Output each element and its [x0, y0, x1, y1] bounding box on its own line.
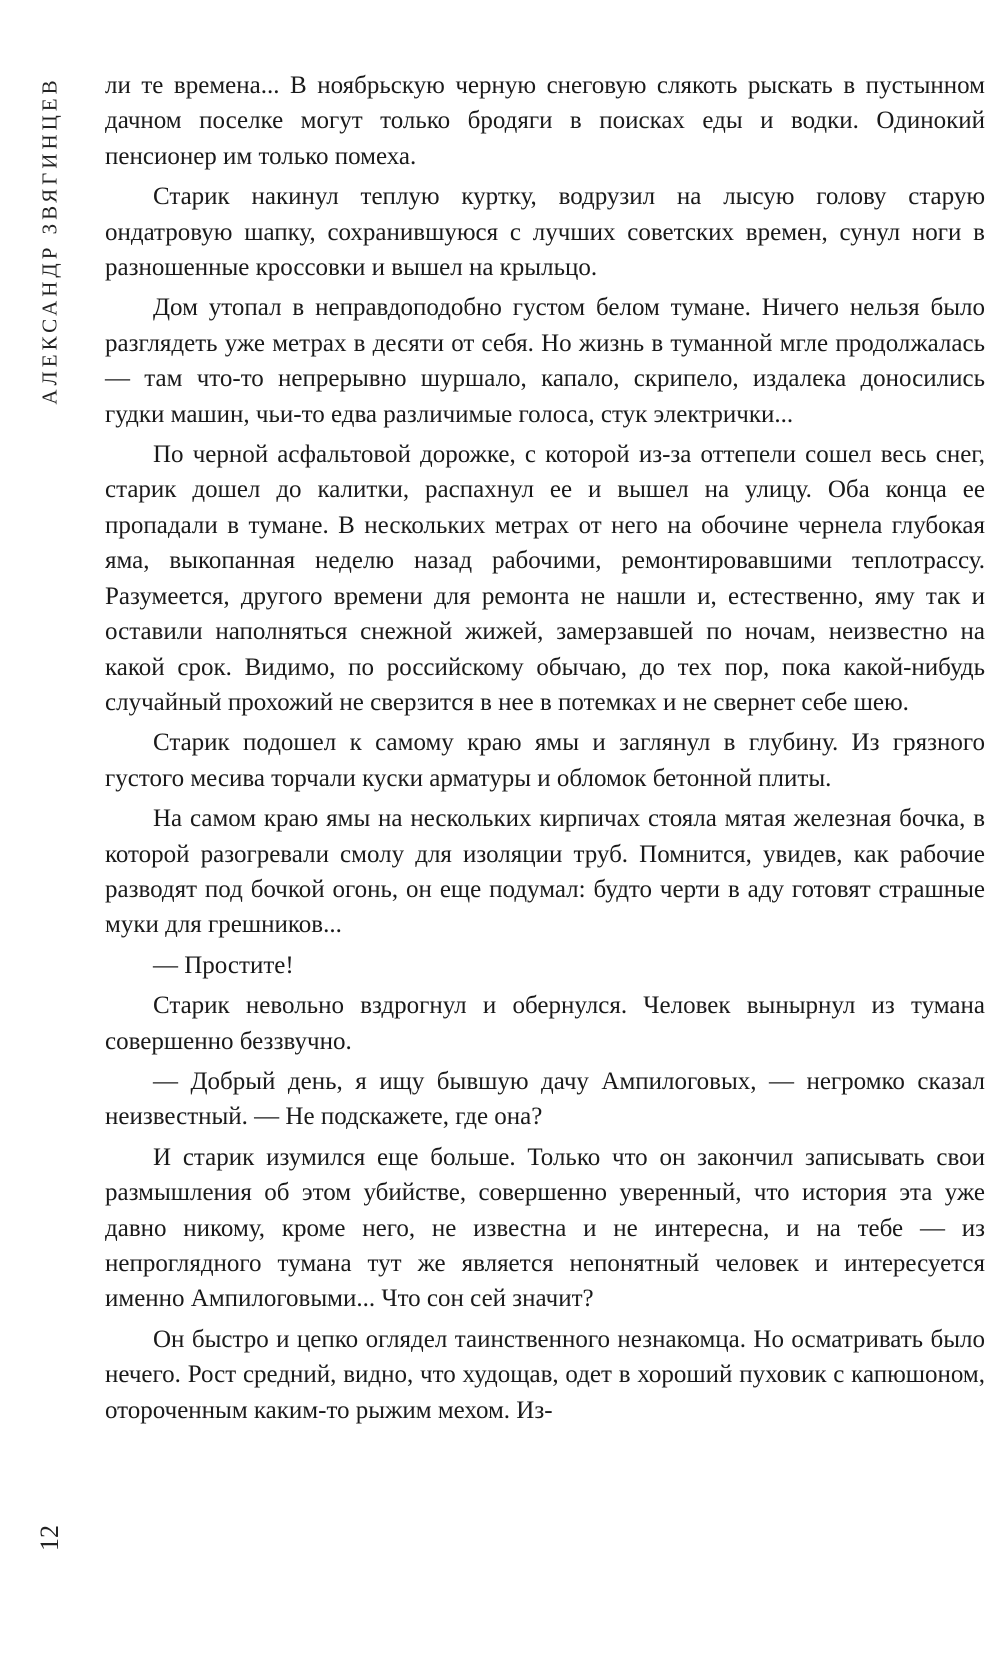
dialogue-line: — Добрый день, я ищу бывшую дачу Ампилоговых, — негромко сказал неизвестный. — Не подскажете, где она?	[105, 1067, 985, 1131]
paragraph: Старик невольно вздрогнул и обернулся. Человек вынырнул из тумана совершенно беззвучно.	[105, 992, 985, 1055]
page-number-text: 12	[35, 1525, 64, 1551]
paragraph: Он быстро и цепко оглядел таинственного незнакомца. Но осматривать было нечего. Рост средний, видно, что худощав, одет в хороший пуховик с капюшоном, отороченным каким-то рыжим мехом. Из-	[105, 1325, 985, 1424]
page-number	[32, 1498, 68, 1578]
paragraph: На самом краю ямы на нескольких кирпичах стояла мятая железная бочка, в которой разогревали смолу для изоляции труб. Помнится, увидев, как рабочие разводят под бочкой огонь, он еще подумал: будто черти в аду готовят страшные муки для грешников...	[105, 805, 985, 939]
running-head-text: АЛЕКСАНДР ЗВЯГИНЦЕВ	[37, 75, 62, 405]
paragraph: И старик изумился еще больше. Только что он закончил записывать свои размышления об этом убийстве, совершенно уверенный, что история эта уже давно никому, кроме него, не известна и не интересна, и на тебе — из непроглядного тумана тут же является непонятный человек и интересуется именно Ампилоговыми... Что сон сей значит?	[105, 1143, 985, 1313]
paragraph: Старик накинул теплую куртку, водрузил на лысую голову старую ондатровую шапку, сохранившуюся с лучших советских времен, сунул ноги в разношенные кроссовки и вышел на крыльцо.	[105, 183, 985, 282]
running-head	[30, 60, 70, 420]
paragraph: ли те времена... В ноябрьскую черную снеговую слякоть рыскать в пустынном дачном поселке могут только бродяги в поисках еды и водки. Одинокий пенсионер им только помеха.	[105, 72, 985, 170]
paragraph: Старик подошел к самому краю ямы и заглянул в глубину. Из грязного густого месива торчали куски арматуры и обломок бетонной плиты.	[105, 729, 985, 792]
paragraph: По черной асфальтовой дорожке, с которой из-за оттепели сошел весь снег, старик дошел до калитки, распахнул ее и вышел на улицу. Оба конца ее пропадали в тумане. В нескольких метрах от него на обочине чернела глубокая яма, выкопанная неделю назад рабочими, ремонтировавшими теплотрассу. Разумеется, другого времени для ремонта не нашли и, естественно, яму так и оставили наполняться снежной жижей, замерзавшей по ночам, неизвестно на какой срок. Видимо, по российскому обычаю, до тех пор, пока какой-нибудь случайный прохожий не сверзится в нее в потемках и не свернет себе шею.	[105, 441, 985, 716]
paragraph: Дом утопал в неправдоподобно густом белом тумане. Ничего нельзя было разглядеть уже метрах в десяти от себя. Но жизнь в туманной мгле продолжалась — там что-то непрерывно шуршало, капало, скрипело, издалека доносились гудки машин, чьи-то едва различимые голоса, стук электрички...	[105, 294, 985, 428]
text-body	[105, 68, 985, 1433]
dialogue-line: — Простите!	[153, 951, 294, 979]
